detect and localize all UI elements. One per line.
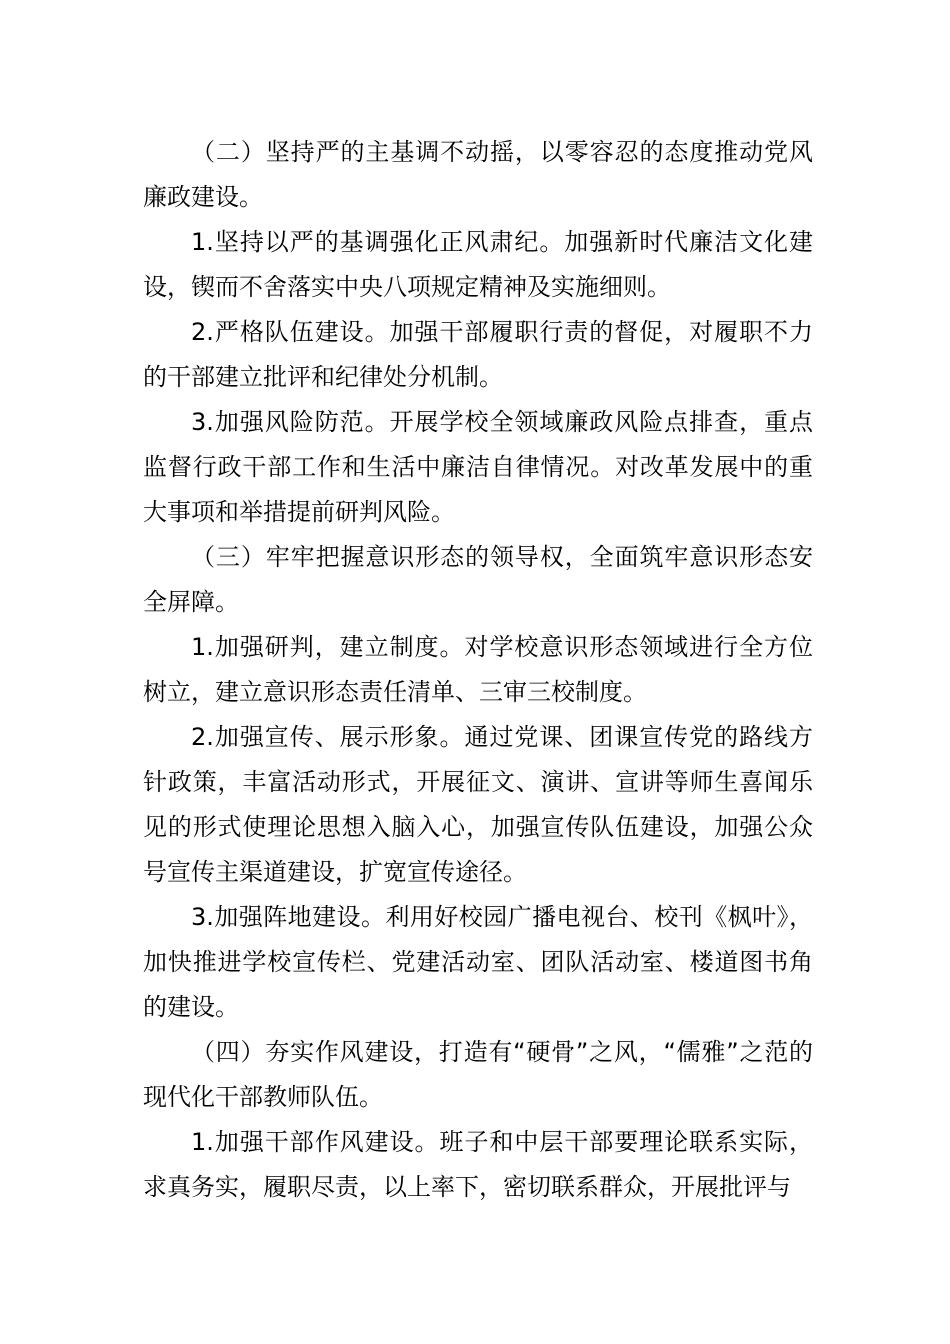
paragraph: 1.坚持以严的基调强化正风肃纪。加强新时代廉洁文化建设，锲而不舍落实中央八项规定精神及实施细则。 — [143, 228, 813, 301]
section-heading-3: （三）牢牢把握意识形态的领导权，全面筑牢意识形态安全屏障。 — [143, 543, 813, 616]
section-heading-2: （二）坚持严的主基调不动摇，以零容忍的态度推动党风廉政建设。 — [143, 138, 813, 211]
document-body — [143, 130, 813, 1210]
section-heading-4: （四）夯实作风建设，打造有“硬骨”之风，“儒雅”之范的现代化干部教师队伍。 — [143, 1038, 813, 1111]
paragraph: 2.加强宣传、展示形象。通过党课、团课宣传党的路线方针政策，丰富活动形式，开展征文、演讲、宣讲等师生喜闻乐见的形式使理论思想入脑入心，加强宣传队伍建设，加强公众号宣传主渠道建设，扩宽宣传途径。 — [143, 723, 813, 886]
paragraph: 3.加强风险防范。开展学校全领域廉政风险点排查，重点监督行政干部工作和生活中廉洁自律情况。对改革发展中的重大事项和举措提前研判风险。 — [143, 408, 813, 526]
paragraph: 1.加强干部作风建设。班子和中层干部要理论联系实际，求真务实，履职尽责，以上率下，密切联系群众，开展批评与 — [143, 1128, 813, 1201]
paragraph: 3.加强阵地建设。利用好校园广播电视台、校刊《枫叶》，加快推进学校宣传栏、党建活动室、团队活动室、楼道图书角的建设。 — [143, 903, 813, 1021]
paragraph: 2.严格队伍建设。加强干部履职行责的督促，对履职不力的干部建立批评和纪律处分机制。 — [143, 318, 813, 391]
paragraph: 1.加强研判，建立制度。对学校意识形态领域进行全方位树立，建立意识形态责任清单、三审三校制度。 — [143, 633, 813, 706]
